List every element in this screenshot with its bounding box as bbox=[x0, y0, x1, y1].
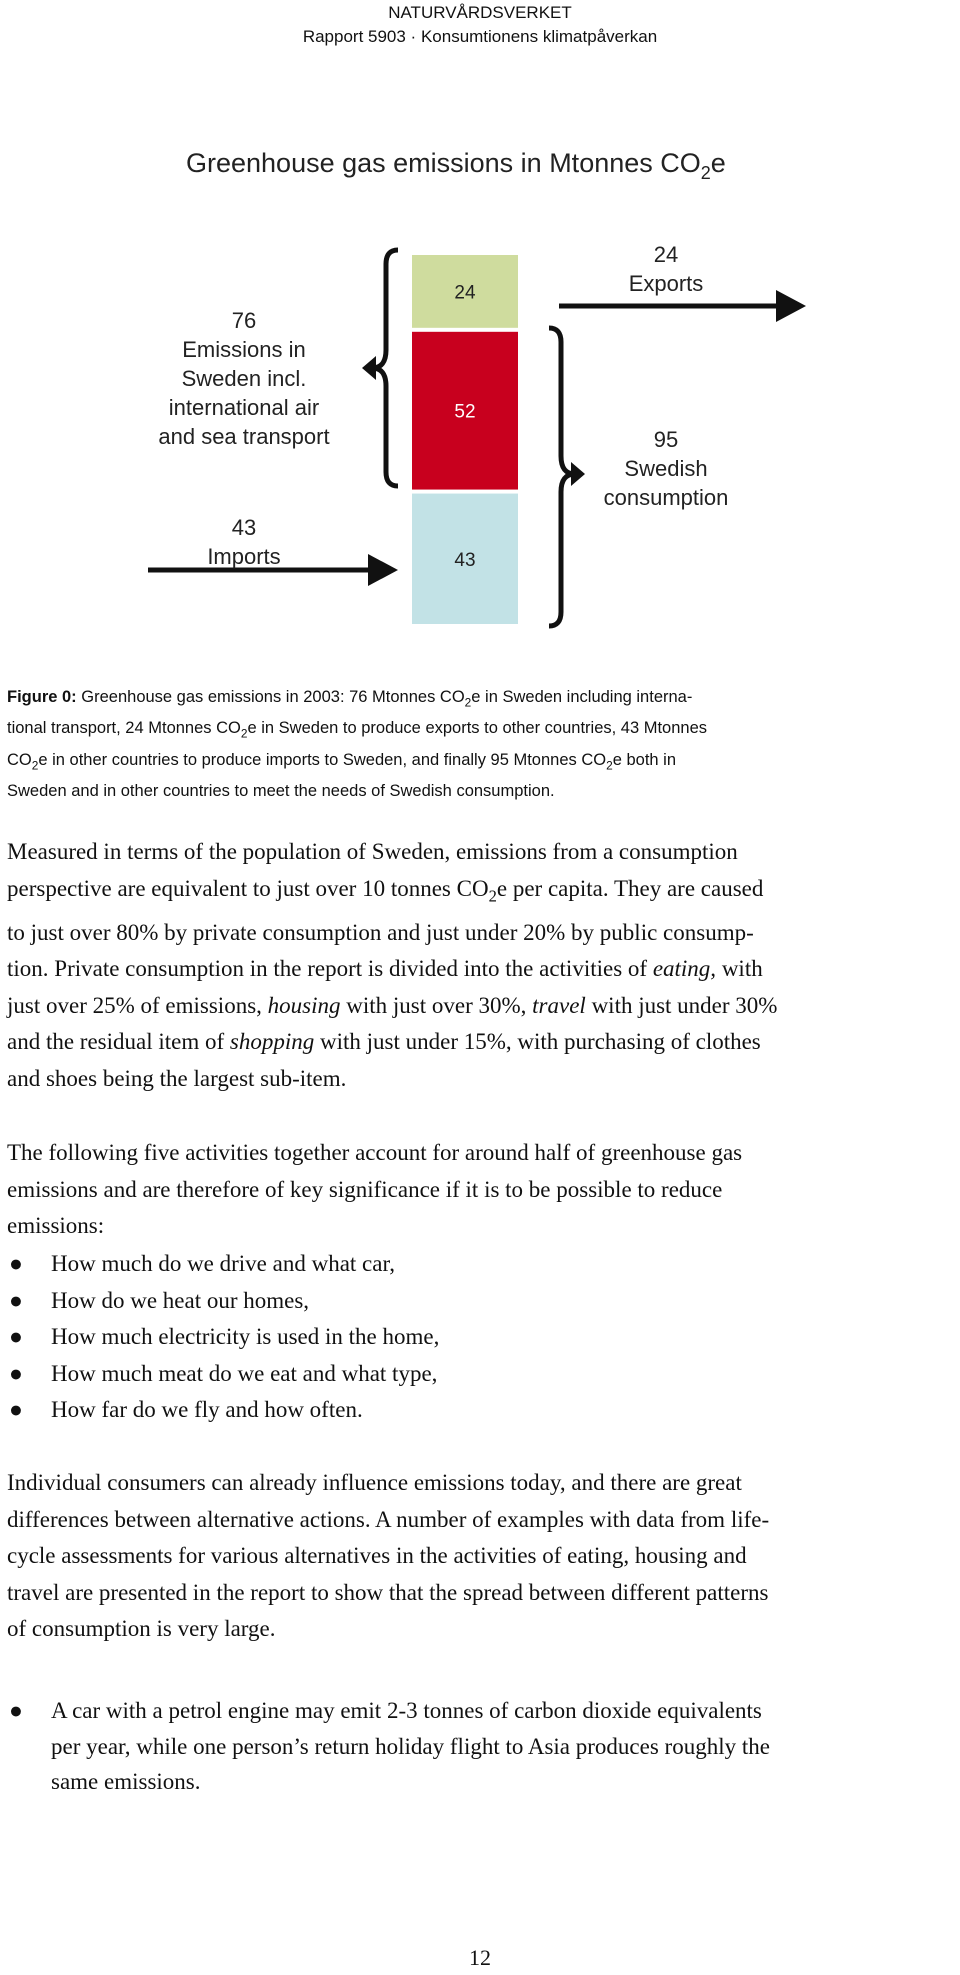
para1-line-6: and the residual item of shopping with just under 15%, with purchasing of clothes bbox=[7, 1029, 761, 1055]
para2-line-1: The following five activities together account for around half of greenhouse gas bbox=[7, 1140, 743, 1165]
para2-line-2: emissions and are therefore of key significance if it is to be possible to reduce bbox=[7, 1176, 723, 1202]
consumption-label-2: consumption bbox=[603, 485, 729, 510]
consumption-label-1: Swedish bbox=[624, 456, 708, 481]
list-item: ● How much do we drive and what car, bbox=[7, 1246, 947, 1283]
para1-line-7: and shoes being the largest sub-item. bbox=[7, 1065, 347, 1091]
paragraph-individual-consumers bbox=[7, 1465, 957, 1648]
header-report-title: Rapport 5903 · Konsumtionens klimatpåverkan bbox=[302, 27, 658, 46]
caption-line-1: Figure 0: Greenhouse gas emissions in 2003: 76 Mtonnes $CO_2e$ in Sweden including interna- bbox=[7, 688, 693, 710]
figure-title: Greenhouse gas emissions in Mtonnes $CO_2e$ bbox=[186, 148, 726, 183]
imports-arrow-head bbox=[368, 554, 398, 586]
right-brace-pointer bbox=[571, 462, 585, 486]
paragraph-key-activities bbox=[7, 1135, 957, 1245]
para2-line-3: emissions: bbox=[7, 1213, 105, 1238]
bullet-icon: ● bbox=[9, 1698, 23, 1723]
consumption-value: 95 bbox=[653, 427, 679, 452]
list-item: ● A car with a petrol engine may emit 2-3 tonnes of carbon dioxide equivalents per year, while one person’s return holiday flight to Asia produces roughly the same emissions. bbox=[7, 1693, 957, 1800]
para3-line-2: differences between alternative actions. A number of examples with data from life- bbox=[7, 1506, 770, 1532]
left-brace-pointer bbox=[362, 356, 376, 380]
para3-line-1: Individual consumers can already influence emissions today, and there are great bbox=[7, 1470, 742, 1495]
para1-line-3: to just over 80% by private consumption and just under 20% by public consump- bbox=[7, 919, 754, 945]
domestic-emissions-label-1: Emissions in bbox=[182, 337, 306, 362]
imports-value: 43 bbox=[231, 515, 257, 540]
bullet-icon: ● bbox=[9, 1251, 23, 1276]
bullet-icon: ● bbox=[9, 1397, 23, 1422]
example-list bbox=[7, 1693, 957, 1800]
list-item: ● How do we heat our homes, bbox=[7, 1283, 947, 1320]
header-organization: NATURVÅRDSVERKET bbox=[388, 3, 572, 22]
exports-value: 24 bbox=[653, 242, 679, 267]
domestic-emissions-label-3: international air bbox=[168, 395, 320, 420]
stacked-bar bbox=[412, 255, 518, 624]
caption-line-4: Sweden and in other countries to meet the needs of Swedish consumption. bbox=[7, 781, 555, 800]
exports-label: Exports bbox=[628, 271, 704, 296]
list-item: ● How far do we fly and how often. bbox=[7, 1392, 947, 1429]
caption-line-2: tional transport, 24 Mtonnes $CO_2e$ in Sweden to produce exports to other countries, 43 Mtonnes bbox=[7, 719, 708, 741]
page-number: 12 bbox=[469, 1945, 491, 1970]
exports-arrow-head bbox=[776, 290, 806, 322]
para3-line-4: travel are presented in the report to show that the spread between different patterns bbox=[7, 1579, 769, 1605]
bullet-icon: ● bbox=[9, 1324, 23, 1349]
activities-list bbox=[7, 1246, 947, 1429]
para3-line-3: cycle assessments for various alternatives in the activities of eating, housing and bbox=[7, 1543, 747, 1568]
para3-line-5: of consumption is very large. bbox=[7, 1616, 276, 1641]
list-item: ● How much meat do we eat and what type, bbox=[7, 1356, 947, 1393]
bar-segment-imports-label: 43 bbox=[454, 549, 476, 571]
domestic-emissions-label-4: and sea transport bbox=[158, 424, 330, 449]
para1-line-4: tion. Private consumption in the report is divided into the activities of eating, with bbox=[7, 956, 763, 982]
imports-label: Imports bbox=[207, 544, 281, 569]
domestic-emissions-label-2: Sweden incl. bbox=[181, 366, 307, 391]
para1-line-1: Measured in terms of the population of Sweden, emissions from a consumption bbox=[7, 839, 738, 864]
list-item: ● How much electricity is used in the home, bbox=[7, 1319, 947, 1356]
domestic-emissions-value: 76 bbox=[231, 308, 257, 333]
bar-segment-domestic-label: 52 bbox=[454, 401, 476, 423]
bullet-icon: ● bbox=[9, 1287, 23, 1313]
caption-label: Figure 0: bbox=[7, 688, 77, 706]
para1-line-2: perspective are equivalent to just over 10 tonnes $CO_2e$ per capita. They are caused bbox=[7, 875, 764, 906]
bar-segment-exports-label: 24 bbox=[454, 282, 476, 304]
emissions-figure bbox=[0, 0, 960, 670]
bullet-icon: ● bbox=[9, 1360, 23, 1386]
figure-caption bbox=[7, 684, 955, 804]
caption-line-3: $CO_2e$ in other countries to produce imports to Sweden, and finally 95 Mtonnes $CO_2e$ both in bbox=[7, 750, 677, 772]
para1-line-5: just over 25% of emissions, housing with just over 30%, travel with just under 30% bbox=[7, 992, 778, 1018]
paragraph-consumption-perspective bbox=[7, 834, 957, 1097]
